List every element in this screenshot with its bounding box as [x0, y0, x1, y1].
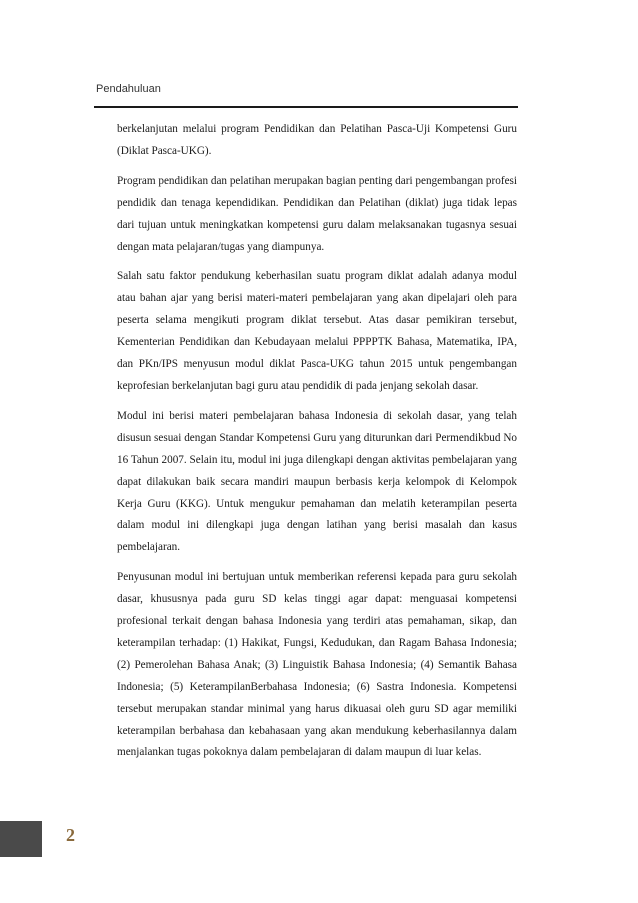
page-number: 2 [66, 825, 75, 845]
paragraph: Program pendidikan dan pelatihan merupakan bagian penting dari pengembangan profesi pendidik dan tenaga kependidikan. Pendidikan dan Pelatihan (diklat) juga tidak lepas dari tujuan untuk meningkatkan kompetensi guru dalam melaksanakan tugasnya sesuai dengan mata pelajaran/tugas yang diampunya. [117, 174, 517, 253]
header-divider [94, 106, 518, 108]
paragraph: Salah satu faktor pendukung keberhasilan suatu program diklat adalah adanya modul atau bahan ajar yang berisi materi-materi pembelajaran yang akan dipelajari oleh para peserta selama mengikuti program diklat tersebut. Atas dasar pemikiran tersebut, Kementerian Pendidikan dan Kebudayaan melalui PPPPTK Bahasa, Matematika, IPA, dan PKn/IPS menyusun modul diklat Pasca-UKG tahun 2015 untuk pengembangan keprofesian berkelanjutan bagi guru atau pendidik di pada jenjang sekolah dasar. [117, 270, 517, 392]
body-text [117, 119, 517, 772]
running-header: Pendahuluan [96, 83, 161, 95]
paragraph: Penyusunan modul ini bertujuan untuk memberikan referensi kepada para guru sekolah dasar, khususnya pada guru SD kelas tinggi agar dapat: menguasai kompetensi profesional terkait dengan bahasa Indonesia yang terdiri atas pemahaman, sikap, dan keterampilan terhadap: (1) Hakikat, Fungsi, Kedudukan, dan Ragam Bahasa Indonesia; (2) Pemerolehan Bahasa Anak; (3) Linguistik Bahasa Indonesia; (4) Semantik Bahasa Indonesia; (5) KeterampilanBerbahasa Indonesia; (6) Sastra Indonesia. Kompetensi tersebut merupakan standar minimal yang harus dikuasai oleh guru SD agar memiliki keterampilan berbahasa dan kebahasaan yang akan mendukung keberhasilannya dalam menjalankan tugas pokoknya dalam pembelajaran di dalam maupun di luar kelas. [117, 571, 517, 759]
paragraph: berkelanjutan melalui program Pendidikan dan Pelatihan Pasca-Uji Kompetensi Guru (Diklat Pasca-UKG). [117, 123, 517, 157]
paragraph: Modul ini berisi materi pembelajaran bahasa Indonesia di sekolah dasar, yang telah disusun sesuai dengan Standar Kompetensi Guru yang diturunkan dari Permendikbud No 16 Tahun 2007. Selain itu, modul ini juga dilengkapi dengan aktivitas pembelajaran yang dapat dilakukan baik secara mandiri maupun berbasis kerja kelompok di Kelompok Kerja Guru (KKG). Untuk mengukur pemahaman dan melatih keterampilan peserta dalam modul ini dilengkapi juga dengan latihan yang berisi masalah dan kasus pembelajaran. [117, 409, 517, 554]
page-tab-marker [0, 821, 42, 857]
